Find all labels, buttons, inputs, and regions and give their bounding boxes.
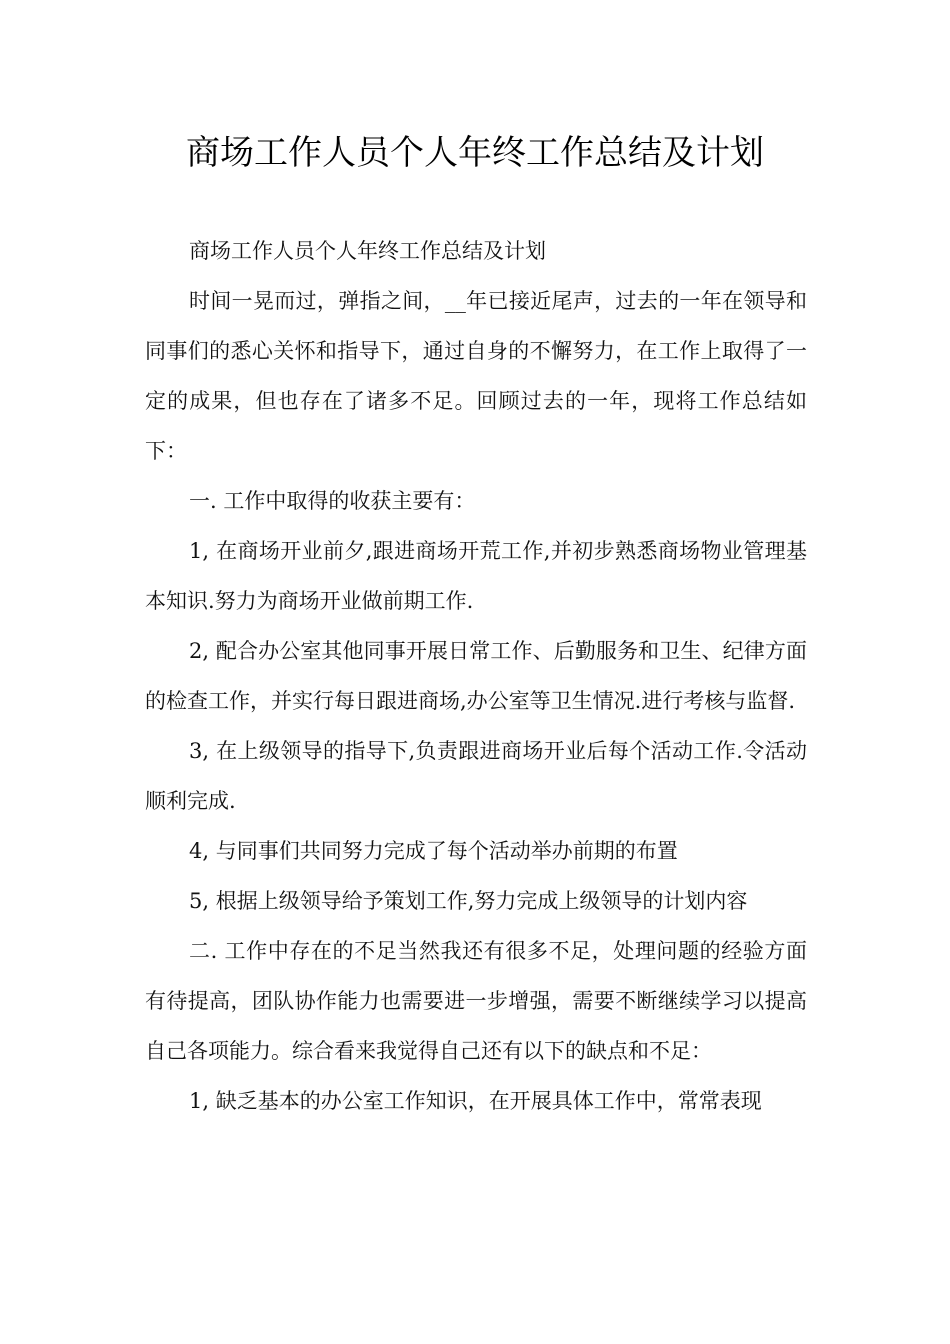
list-item-achievement-5: 5, 根据上级领导给予策划工作,努力完成上级领导的计划内容 <box>189 889 748 913</box>
list-item-achievement-2: 2, 配合办公室其他同事开展日常工作、后勤服务和卫生、纪律方面的检查工作，并实行每日跟进商场,办公室等卫生情况.进行考核与监督. <box>145 639 807 713</box>
document-title: 商场工作人员个人年终工作总结及计划 <box>186 133 764 173</box>
paragraph-intro: 时间一晃而过，弹指之间，__年已接近尾声，过去的一年在领导和同事们的悉心关怀和指导下，通过自身的不懈努力，在工作上取得了一定的成果，但也存在了诸多不足。回顾过去的一年，现将工作总结如下： <box>145 289 807 463</box>
section-heading-shortcomings: 二. 工作中存在的不足当然我还有很多不足，处理问题的经验方面有待提高，团队协作能力也需要进一步增强，需要不断继续学习以提高自己各项能力。综合看来我觉得自己还有以下的缺点和不足： <box>145 939 807 1063</box>
list-item-achievement-4: 4, 与同事们共同努力完成了每个活动举办前期的布置 <box>189 839 678 863</box>
list-item-achievement-1: 1, 在商场开业前夕,跟进商场开荒工作,并初步熟悉商场物业管理基本知识.努力为商场开业做前期工作. <box>145 539 807 613</box>
document-body <box>145 226 807 1126</box>
list-item-achievement-3: 3, 在上级领导的指导下,负责跟进商场开业后每个活动工作.令活动顺利完成. <box>145 739 807 813</box>
list-item-shortcoming-1: 1, 缺乏基本的办公室工作知识，在开展具体工作中，常常表现 <box>189 1089 762 1113</box>
section-heading-achievements: 一. 工作中取得的收获主要有： <box>189 489 476 513</box>
paragraph-subtitle: 商场工作人员个人年终工作总结及计划 <box>189 239 546 263</box>
